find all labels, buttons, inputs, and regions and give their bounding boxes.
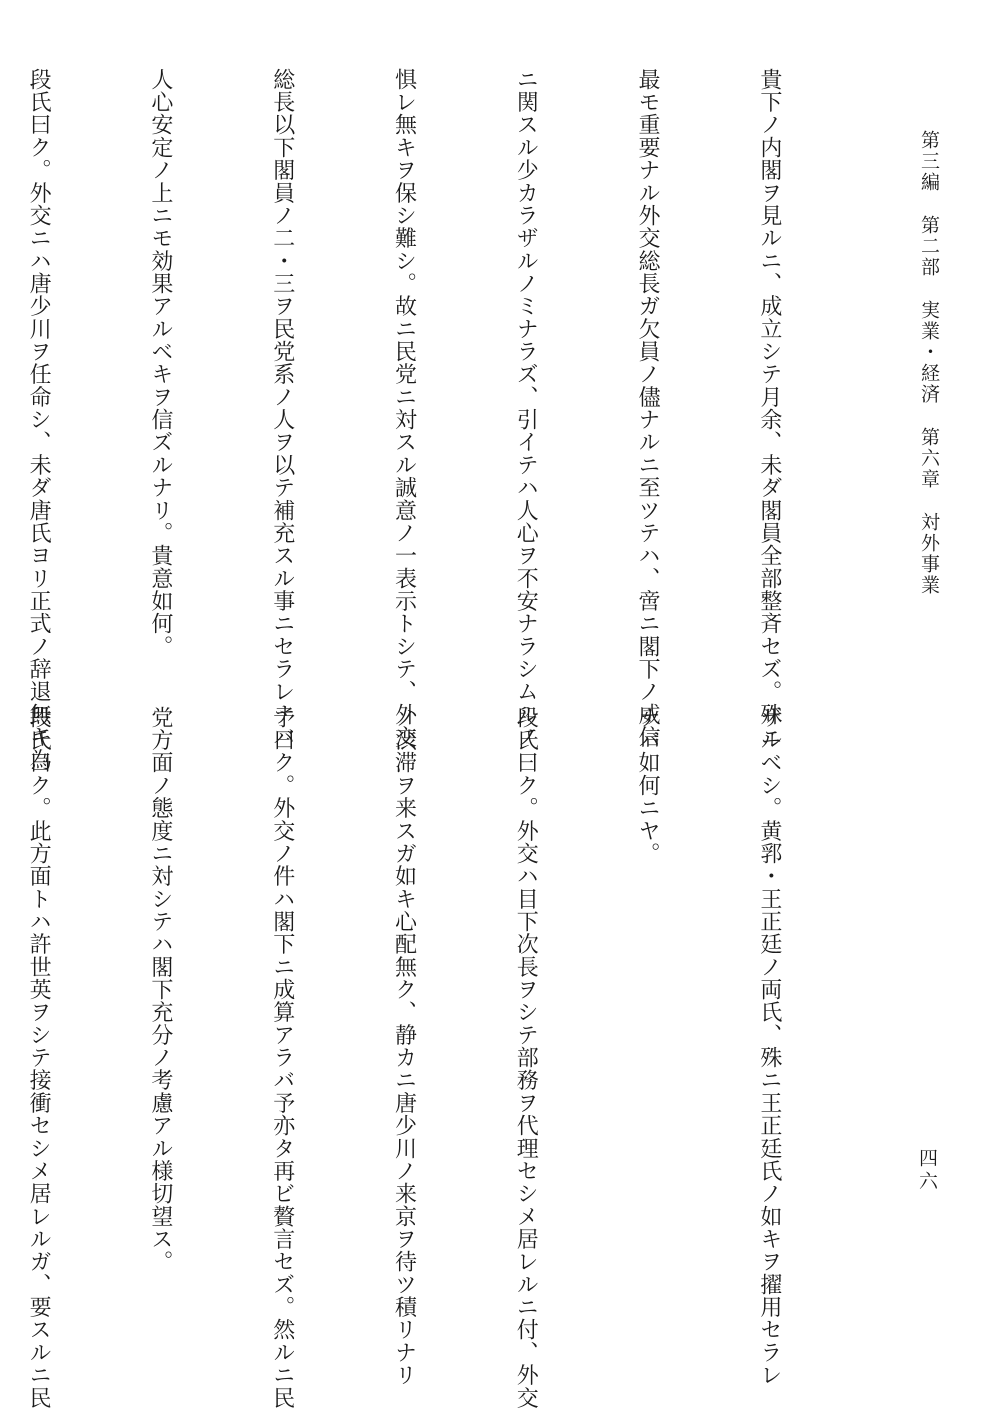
header-chapter: 第六章 (918, 427, 940, 491)
text-line: 総長以下閣員ノ二・三ヲ民党系ノ人ヲ以テ補充スル事ニセラレナバ (269, 68, 295, 749)
lower-text-block (26, 706, 870, 1410)
header-chapter-title: 対外事業 (918, 512, 940, 597)
text-line: 貴下ノ内閣ヲ見ルニ、成立シテ月余、未ダ閣員全部整斉セズ。殊ニ (756, 68, 782, 749)
header-subject: 実業・経済 (918, 300, 940, 406)
text-line: 段氏曰ク。外交ニハ唐少川ヲ任命シ、未ダ唐氏ヨリ正式ノ辞退無キ為 (26, 68, 52, 772)
text-line: ニ関スル少カラザルノミナラズ、引イテハ人心ヲ不安ナラシムルノ (513, 68, 539, 749)
text-line: 段氏曰ク。此方面トハ許世英ヲシテ接衝セシメ居レルガ、要スルニ民 (26, 706, 52, 1410)
text-line: 党方面ノ態度ニ対シテハ閣下充分ノ考慮アル様切望ス。 (147, 706, 173, 1273)
running-header (903, 130, 943, 610)
header-part: 第三編 (918, 130, 940, 193)
page-number: 四六 (916, 1148, 938, 1194)
header-section: 第二部 (918, 215, 940, 279)
text-line: ノ渋滞ヲ来スガ如キ心配無ク、静カニ唐少川ノ来京ヲ待ツ積リナリ (391, 706, 417, 1387)
text-line: 段氏曰ク。外交ハ目下次長ヲシテ部務ヲ代理セシメ居レルニ付、外交 (513, 706, 539, 1410)
text-line: 惧レ無キヲ保シ難シ。故ニ民党ニ対スル誠意ノ一表示トシテ、外交 (391, 68, 417, 749)
text-line: 最モ重要ナル外交総長ガ欠員ノ儘ナルニ至ツテハ、啻ニ閣下ノ威信 (635, 68, 661, 749)
text-line: ザルベシ。黄郛・王正廷ノ両氏、殊ニ王正廷氏ノ如キヲ擢用セラレ (756, 706, 782, 1387)
text-line: 予曰ク。外交ノ件ハ閣下ニ成算アラバ予亦タ再ビ贅言セズ。然ルニ民 (269, 706, 295, 1410)
upper-text-block (26, 68, 870, 772)
text-line: 人心安定ノ上ニモ効果アルベキヲ信ズルナリ。貴意如何。 (147, 68, 173, 658)
text-line: ナバ如何ニヤ。 (635, 706, 661, 865)
